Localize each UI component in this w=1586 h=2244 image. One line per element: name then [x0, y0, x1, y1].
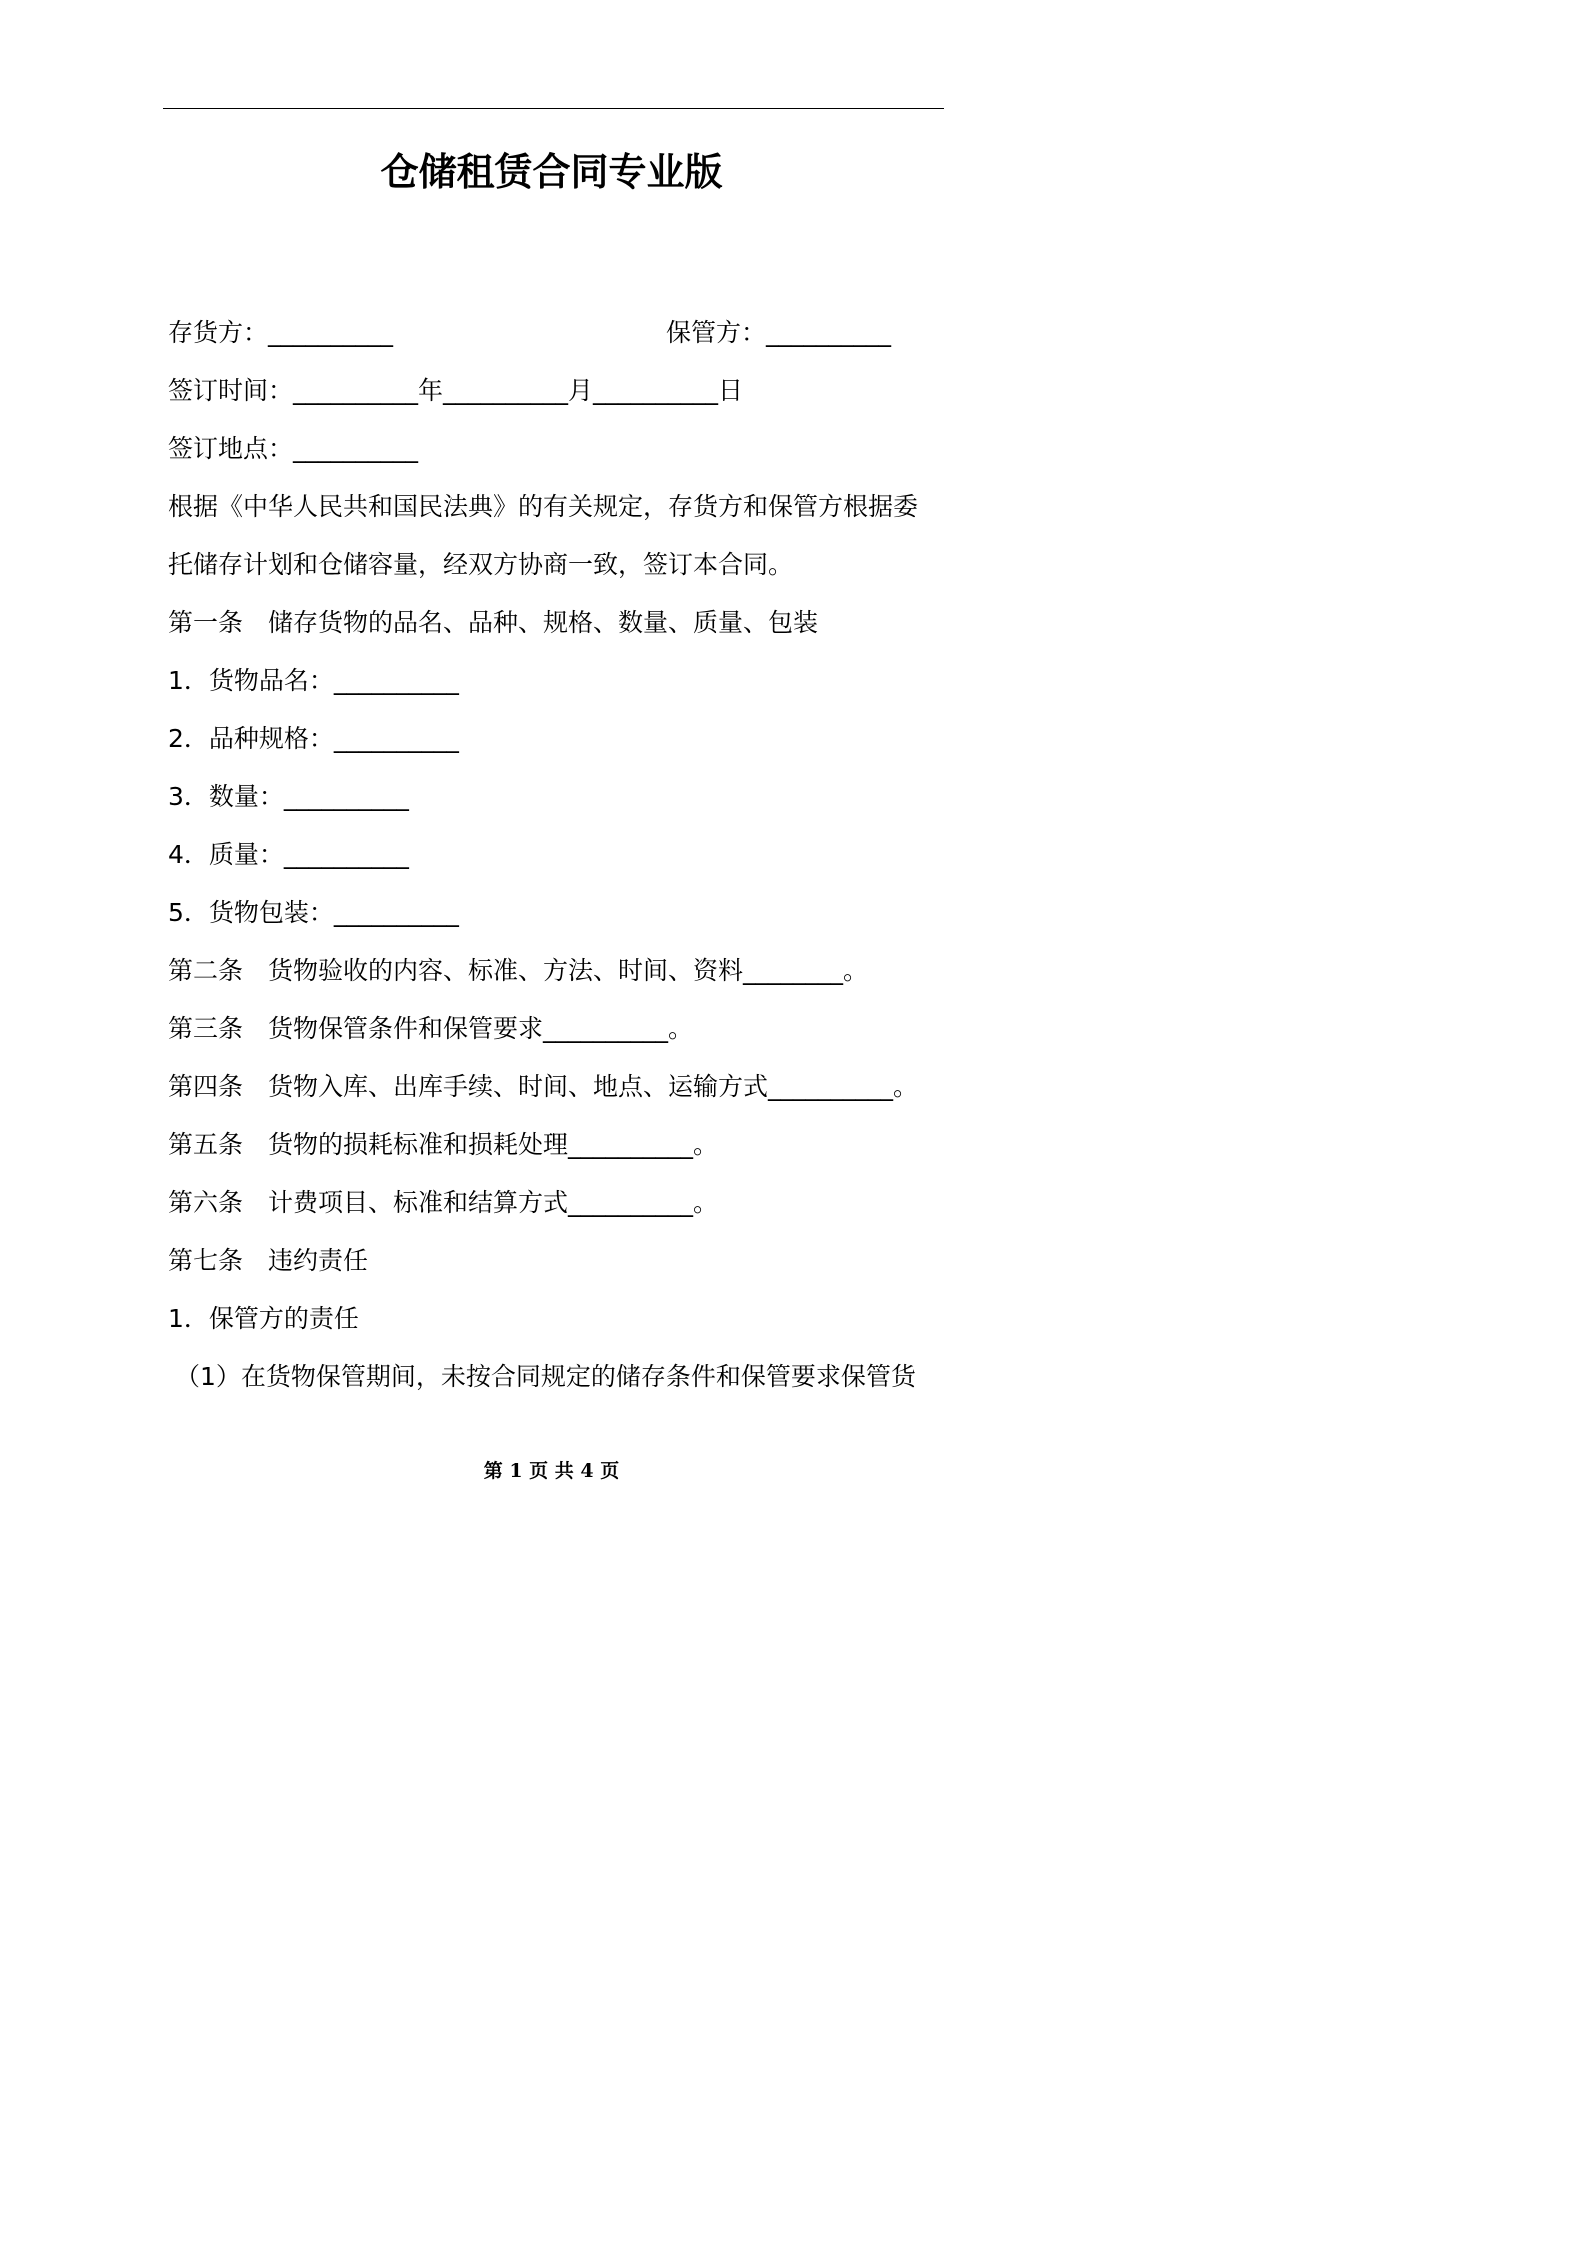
page-indicator: 第 1 页 共 4 页 — [483, 1460, 620, 1482]
article-1-item: 4．质量：__________ — [168, 840, 409, 869]
article-1-item: 5．货物包装：__________ — [168, 898, 459, 927]
preamble-line-2: 托储存计划和仓储容量，经双方协商一致，签订本合同。 — [168, 550, 794, 579]
article-3: 第三条 货物保管条件和保管要求__________。 — [168, 1014, 694, 1043]
preamble-line-1: 根据《中华人民共和国民法典》的有关规定，存货方和保管方根据委 — [168, 492, 919, 521]
article-1-item: 3．数量：__________ — [168, 782, 409, 811]
header-rule — [163, 108, 944, 109]
article-4: 第四条 货物入库、出库手续、时间、地点、运输方式__________。 — [168, 1072, 919, 1101]
article-1-heading: 第一条 储存货物的品名、品种、规格、数量、质量、包装 — [168, 608, 819, 637]
article-7-heading: 第七条 违约责任 — [168, 1246, 369, 1275]
depositor-field: 存货方：__________ — [168, 318, 394, 347]
document-title: 仓储租赁合同专业版 — [380, 150, 723, 194]
article-5: 第五条 货物的损耗标准和损耗处理__________。 — [168, 1130, 719, 1159]
article-7-sub-heading: 1．保管方的责任 — [168, 1304, 359, 1333]
article-6: 第六条 计费项目、标准和结算方式__________。 — [168, 1188, 719, 1217]
article-1-item: 2．品种规格：__________ — [168, 724, 459, 753]
custodian-field: 保管方：__________ — [666, 318, 892, 347]
sign-date-field: 签订时间：__________年__________月__________日 — [168, 376, 744, 405]
article-1-item: 1．货物品名：__________ — [168, 666, 459, 695]
article-7-clause-1: （1）在货物保管期间，未按合同规定的储存条件和保管要求保管货 — [175, 1362, 916, 1391]
sign-place-field: 签订地点：__________ — [168, 434, 419, 463]
article-2: 第二条 货物验收的内容、标准、方法、时间、资料________。 — [168, 956, 869, 985]
